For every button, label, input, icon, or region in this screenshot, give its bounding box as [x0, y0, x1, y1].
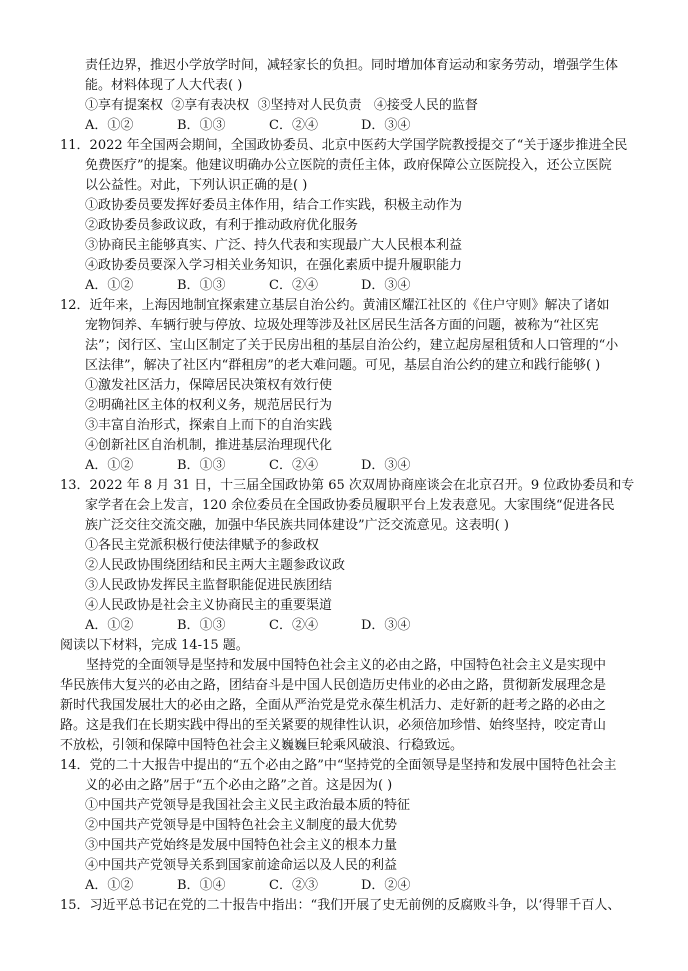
q12-option-1: ①激发社区活力，保障居民决策权有效行使 [85, 378, 333, 393]
q15-stem-line-1: 15．习近平总书记在党的二十报告中指出：“我们开展了史无前例的反腐败斗争，以‘得罪千百人、 [60, 898, 621, 913]
q10-choices [60, 116, 660, 136]
choice-a[interactable]: A．①② [85, 278, 134, 293]
choice-c[interactable]: C．②④ [269, 458, 318, 473]
choice-d[interactable]: D．②④ [361, 878, 411, 893]
q10-stem-line-2: 能。材料体现了人大代表( ) [85, 78, 243, 93]
material-line-4: 路。这是我们在长期实践中得出的至关紧要的规律性认识，必须倍加珍惜、始终坚持，咬定青山 [60, 718, 607, 733]
q14-option-4: ④中国共产党领导关系到国家前途命运以及人民的利益 [85, 858, 398, 873]
choice-c[interactable]: C．②④ [269, 278, 318, 293]
choice-b[interactable]: B．①③ [177, 458, 226, 473]
material-line-1: 坚持党的全面领导是坚持和发展中国特色社会主义的必由之路，中国特色社会主义是实现中 [86, 658, 607, 673]
q12-stem-line-3: 法”；闵行区、宝山区制定了关于民房出租的基层自治公约，建立起房屋租赁和人口管理的“小 [85, 338, 619, 353]
reading-material [60, 636, 660, 756]
q14-option-3: ③中国共产党始终是发展中国特色社会主义的根本力量 [85, 838, 398, 853]
q13-option-3: ③人民政协发挥民主监督职能促进民族团结 [85, 578, 333, 593]
choice-a[interactable]: A．①② [85, 118, 134, 133]
q14-option-1: ①中国共产党领导是我国社会主义民主政治最本质的特征 [85, 798, 411, 813]
q12-option-2: ②明确社区主体的权利义务，规范居民行为 [85, 398, 333, 413]
q11-option-3: ③协商民主能够真实、广泛、持久代表和实现最广大人民根本利益 [85, 238, 463, 253]
q13-choices [60, 616, 660, 636]
choice-a[interactable]: A．①② [85, 878, 134, 893]
choice-b[interactable]: B．①③ [177, 278, 226, 293]
question-12 [60, 296, 660, 476]
q10-options: ①享有提案权 ②享有表决权 ③坚持对人民负责 ④接受人民的监督 [85, 98, 478, 113]
choice-d[interactable]: D．③④ [361, 618, 411, 633]
q11-option-2: ②政协委员参政议政，有利于推动政府优化服务 [85, 218, 359, 233]
q14-stem-line-1: 14．党的二十大报告中提出的“五个必由之路”中“坚持党的全面领导是坚持和发展中国特色社会主 [60, 758, 617, 773]
question-14 [60, 756, 660, 896]
q13-option-4: ④人民政协是社会主义协商民主的重要渠道 [85, 598, 333, 613]
q13-stem-line-1: 13．2022 年 8 月 31 日，十三届全国政协第 65 次双周协商座谈会在北京召开。9 位政协委员和专 [60, 478, 635, 493]
choice-d[interactable]: D．③④ [361, 118, 411, 133]
q12-stem-line-2: 宠物饲养、车辆行驶与停放、垃圾处理等涉及社区居民生活各方面的问题，被称为“社区宪 [85, 318, 599, 333]
question-13 [60, 476, 660, 636]
material-intro: 阅读以下材料，完成 14-15 题。 [60, 638, 249, 653]
choice-d[interactable]: D．③④ [361, 458, 411, 473]
q11-stem-line-3: 以公益性。对此，下列认识正确的是( ) [85, 178, 308, 193]
q12-stem-line-4: 区法律”，解决了社区内“群租房”的老大难问题。可见，基层自治公约的建立和践行能够( ) [85, 358, 601, 373]
choice-d[interactable]: D．③④ [361, 278, 411, 293]
q14-choices [60, 876, 660, 896]
q13-option-1: ①各民主党派积极行使法律赋予的参政权 [85, 538, 320, 553]
q11-choices [60, 276, 660, 296]
question-11 [60, 136, 660, 296]
q11-stem-line-1: 11．2022 年全国两会期间，全国政协委员、北京中医药大学国学院教授提交了“关于逐步推进全民 [60, 138, 628, 153]
q14-option-2: ②中国共产党领导是中国特色社会主义制度的最大优势 [85, 818, 398, 833]
question-10-tail [60, 56, 660, 136]
material-line-5: 不放松，引领和保障中国特色社会主义巍巍巨轮乘风破浪、行稳致远。 [60, 738, 464, 753]
q12-option-3: ③丰富自治形式，探索自上而下的自治实践 [85, 418, 333, 433]
choice-b[interactable]: B．①③ [177, 618, 226, 633]
q11-option-4: ④政协委员要深入学习相关业务知识，在强化素质中提升履职能力 [85, 258, 463, 273]
exam-page [60, 56, 660, 916]
q13-option-2: ②人民政协围绕团结和民主两大主题参政议政 [85, 558, 346, 573]
q14-stem-line-2: 义的必由之路”居于“五个必由之路”之首。这是因为( ) [85, 778, 393, 793]
choice-a[interactable]: A．①② [85, 618, 134, 633]
q12-option-4: ④创新社区自治机制，推进基层治理现代化 [85, 438, 333, 453]
choice-c[interactable]: C．②④ [269, 618, 318, 633]
material-line-2: 华民族伟大复兴的必由之路，团结奋斗是中国人民创造历史伟业的必由之路，贯彻新发展理念是 [60, 678, 607, 693]
q12-stem-line-1: 12．近年来，上海因地制宜探索建立基层自治公约。黄浦区耀江社区的《住户守则》解决了诸如 [60, 298, 610, 313]
material-line-3: 新时代我国发展壮大的必由之路，全面从严治党是党永葆生机活力、走好新的赶考之路的必由之 [60, 698, 607, 713]
q12-choices [60, 456, 660, 476]
q13-stem-line-2: 家学者在会上发言，120 余位委员在全国政协委员履职平台上发表意见。大家围绕“促进各民 [85, 498, 615, 513]
q11-stem-line-2: 免费医疗”的提案。他建议明确办公立医院的责任主体，政府保障公立医院投入，还公立医院 [85, 158, 612, 173]
q11-option-1: ①政协委员要发挥好委员主体作用，结合工作实践，积极主动作为 [85, 198, 463, 213]
choice-c[interactable]: C．②④ [269, 118, 318, 133]
choice-c[interactable]: C．②③ [269, 878, 318, 893]
choice-b[interactable]: B．①③ [177, 118, 226, 133]
choice-b[interactable]: B．①④ [177, 878, 226, 893]
q13-stem-line-3: 族广泛交往交流交融，加强中华民族共同体建设”广泛交流意见。这表明( ) [85, 518, 509, 533]
q10-stem-line-1: 责任边界，推迟小学放学时间，减轻家长的负担。同时增加体育运动和家务劳动，增强学生体 [85, 58, 619, 73]
choice-a[interactable]: A．①② [85, 458, 134, 473]
question-15 [60, 896, 660, 916]
